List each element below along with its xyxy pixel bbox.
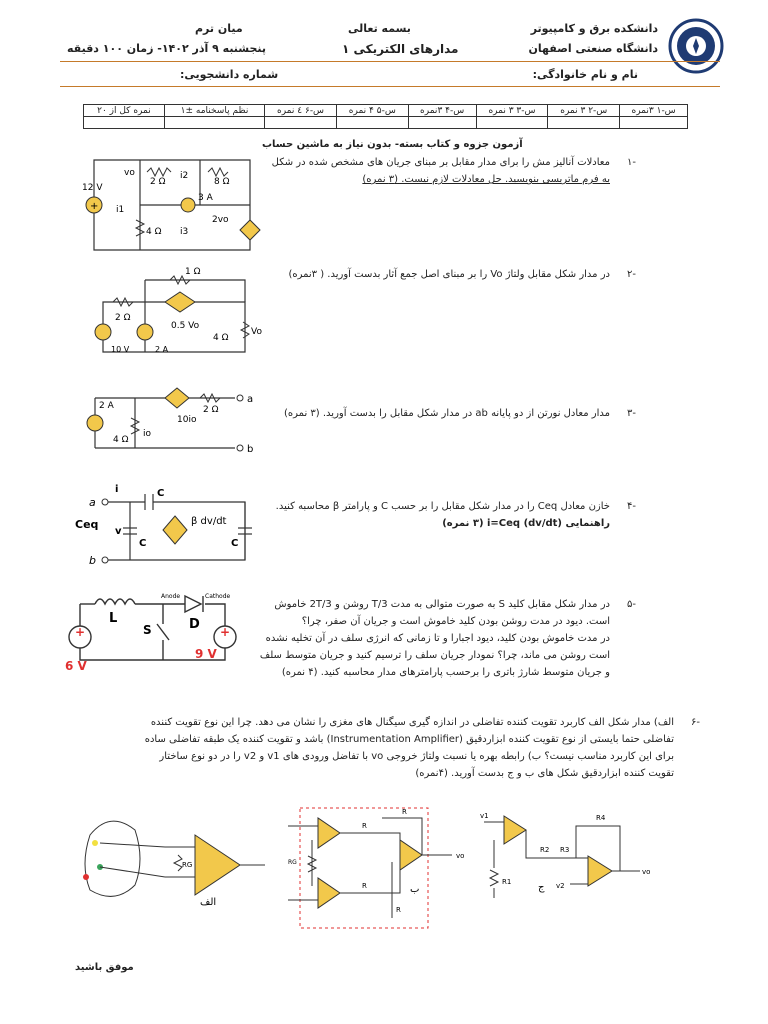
figure-label: vo (124, 168, 135, 178)
figure-label: 2 A (155, 345, 169, 354)
score-cell[interactable] (548, 117, 620, 129)
figure-label: 2 Ω (150, 177, 166, 187)
question-number: -۱ (627, 157, 636, 168)
question-number: -۴ (627, 501, 636, 512)
figure-label: 4 Ω (146, 227, 162, 237)
question-line: تقویت کننده ابزاردقیق شکل های ب و ج بدست آورید. (۴نمره) (415, 768, 674, 779)
figure-label: R (362, 822, 367, 830)
figure-2-superposition-circuit (85, 262, 270, 362)
question-line: است روشن می ماند، چرا؟ نمودار جریان سلف را ترسیم کنید و جریان متوسط سلف (259, 650, 610, 661)
score-cell[interactable] (620, 117, 688, 129)
figure-label: 2 Ω (115, 313, 131, 323)
question-2 (256, 266, 636, 283)
score-cell[interactable] (476, 117, 548, 129)
question-line: مدار معادل نورتن از دو پایانه ab در مدار شکل مقابل را بدست آورید. (۳ نمره) (284, 408, 610, 419)
figure-3-norton-circuit (85, 378, 265, 458)
question-number: -۳ (627, 408, 636, 419)
score-header-cell: نظم پاسخنامه ±۱ (164, 105, 264, 117)
figure-label: 9 V (195, 647, 217, 661)
figure-4-capacitor-circuit (75, 480, 270, 570)
figure-label: R (402, 808, 407, 816)
question-line: تفاضلی حتما بایستی از نوع تقویت کننده ابزاردقیق (Instrumentation Amplifier) باشد و تقویت کننده یک طبقه تفاضلی ساده (144, 734, 674, 745)
score-header-cell: س-۲ ۳ نمره (548, 105, 620, 117)
figure-label: 0.5 Vo (171, 321, 200, 331)
figure-label: i1 (116, 205, 125, 215)
question-line: به فرم ماتریسی بنویسید. حل معادلات لازم نیست. (۳ نمره) (362, 174, 610, 185)
figure-label: R (362, 882, 367, 890)
header-divider (60, 61, 720, 62)
question-line: در مدار شکل مقابل ولتاژ Vo را بر مبنای اصل جمع آثار بدست آورید. ( ۳نمره) (288, 269, 610, 280)
question-line: است. دیود در مدت روشن بودن کلید خاموش است و جریان آن صفر، چرا؟ (301, 616, 610, 627)
figure-label: β dv/dt (191, 516, 227, 527)
figure-1-mesh-circuit (80, 150, 270, 260)
figure-6-eeg-amplifier (70, 805, 275, 915)
bismillah: بسمه تعالی (348, 22, 411, 35)
question-number: -۶ (691, 717, 700, 728)
exam-note: آزمون جزوه و کتاب بسته- بدون نیاز به ماشین حساب (262, 139, 523, 150)
question-line: الف) مدار شکل الف کاربرد تقویت کننده تفاضلی در اندازه گیری سیگنال های مغزی را نشان می دهد. چرا این نوع تقویت کننده (150, 717, 674, 728)
question-6 (60, 714, 700, 782)
figure-5-switching-circuit (65, 590, 255, 672)
student-id-label: شماره دانشجویی: (180, 68, 279, 81)
figure-label: 1 Ω (185, 267, 201, 277)
figure-label: b (89, 554, 96, 567)
university-logo-icon (668, 18, 724, 74)
score-header-cell: س-۱ ۳نمره (620, 105, 688, 117)
score-cell[interactable] (164, 117, 264, 129)
score-cell[interactable] (408, 117, 476, 129)
score-header-cell: س-۵ ۴ نمره (336, 105, 408, 117)
figure-label: i3 (180, 227, 189, 237)
question-number: -۲ (627, 269, 636, 280)
figure-label: 4 Ω (213, 333, 229, 343)
figure-label: vo (642, 868, 651, 876)
question-line: معادلات آنالیز مش را برای مدار مقابل بر مبنای جریان های مشخص شده در شکل (271, 157, 610, 168)
svg-text:+: + (90, 201, 99, 212)
figure-label: RG (182, 861, 193, 869)
question-5 (236, 596, 636, 681)
figure-label: a (247, 394, 254, 405)
figure-6-instrumentation-amp-b (282, 800, 472, 935)
score-cell[interactable] (336, 117, 408, 129)
score-cell[interactable] (265, 117, 337, 129)
question-line: راهنمایی i=Ceq (dv/dt) (۳ نمره) (442, 518, 610, 529)
figure-label: 8 Ω (214, 177, 230, 187)
figure-6-instrumentation-amp-c (480, 808, 660, 908)
figure-label: v2 (556, 882, 565, 890)
course-title: مدارهای الکتریکی ۱ (342, 42, 459, 56)
svg-text:+: + (75, 625, 86, 639)
figure-label: RG (288, 859, 297, 866)
question-line: در مدت خاموش بودن کلید، دیود اجبارا و تا زمانی که انرژی سلف در آن تخلیه نشده (265, 633, 610, 644)
figure-label: a (89, 496, 96, 509)
figure-label: 12 V (82, 183, 103, 193)
figure-label: Anode (161, 593, 181, 600)
figure-label: R4 (596, 814, 606, 822)
figure-label: Ceq (75, 518, 99, 531)
question-line: در مدار شکل مقابل کلید S به صورت متوالی به مدت T/3 روشن و 2T/3 خاموش (274, 599, 610, 610)
figure-label: C (231, 538, 239, 549)
question-number: -۵ (627, 599, 636, 610)
figure-label: i2 (180, 171, 189, 181)
score-header-row (84, 105, 688, 117)
score-table (83, 104, 688, 129)
figure-label: v (115, 526, 122, 537)
exam-date: پنجشنبه ۹ آذر ۱۴۰۲- زمان ۱۰۰ دقیقه (67, 42, 267, 55)
figure-label: 4 Ω (113, 435, 129, 445)
question-line: خازن معادل Ceq را در مدار شکل مقابل را بر حسب C و پارامتر β محاسبه کنید. (275, 501, 610, 512)
figure-label: b (247, 444, 254, 455)
figure-label: v1 (480, 812, 489, 820)
footer-good-luck: موفق باشید (75, 962, 134, 973)
score-cell[interactable] (84, 117, 165, 129)
figure-label: Cathode (205, 593, 231, 600)
figure-label: ب (410, 884, 420, 895)
figure-label: C (157, 488, 165, 499)
exam-type: میان ترم (195, 22, 243, 35)
figure-label: 10 V (111, 345, 130, 354)
figure-label: الف (200, 897, 217, 908)
figure-label: R3 (560, 846, 570, 854)
name-label: نام و نام خانوادگی: (532, 68, 638, 81)
score-header-cell: نمره کل از ۲۰ (84, 105, 165, 117)
figure-label: 2vo (212, 215, 229, 225)
figure-label: 3 A (198, 193, 213, 203)
figure-label: Vo (251, 327, 262, 337)
figure-label: C (139, 538, 147, 549)
score-header-cell: س-۴ ۳نمره (408, 105, 476, 117)
figure-label: i (115, 484, 119, 495)
figure-label: D (189, 617, 200, 632)
question-line: و جریان متوسط شارژ باتری را برحسب پارامترهای مدار محاسبه کنید. (۴ نمره) (281, 667, 610, 678)
university-name: دانشکده برق و کامپیوتر (530, 22, 658, 35)
figure-label: R1 (502, 878, 512, 886)
score-header-cell: س-۳ ۳ نمره (476, 105, 548, 117)
figure-label: 10io (177, 415, 197, 425)
figure-label: L (109, 611, 118, 626)
figure-label: R2 (540, 846, 550, 854)
header-divider-2 (60, 86, 720, 87)
figure-label: R (396, 906, 401, 914)
question-4 (256, 498, 636, 532)
figure-label: 2 A (99, 401, 114, 411)
question-line: برای این کاربرد مناسب نیست؟ ب) رابطه بهره یا نسبت ولتاژ خروجی vo با تفاضل ورودی های v1 و v2 را در دو نوع ساختار (159, 751, 674, 762)
figure-label: io (143, 429, 152, 439)
figure-label: 6 V (65, 659, 87, 672)
figure-label: S (143, 623, 152, 637)
question-1 (256, 154, 636, 188)
svg-text:+: + (220, 625, 231, 639)
figure-label: vo (456, 852, 465, 860)
score-header-cell: س-۶ ٤ نمره (265, 105, 337, 117)
college-name: دانشگاه صنعتی اصفهان (528, 42, 658, 55)
score-value-row (84, 117, 688, 129)
figure-label: 2 Ω (203, 405, 219, 415)
question-3 (256, 405, 636, 422)
figure-label: ج (538, 882, 545, 893)
